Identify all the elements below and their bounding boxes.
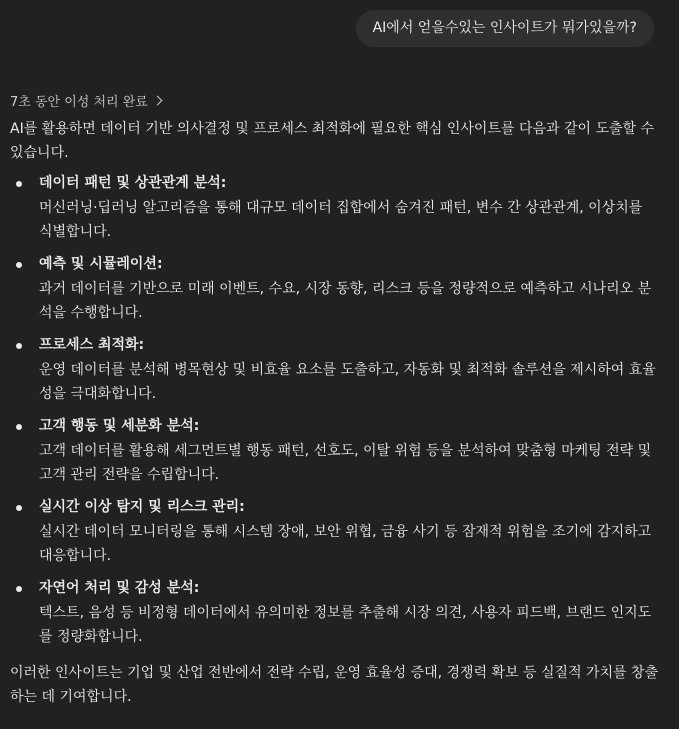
list-item: [10, 414, 660, 487]
list-item-title: 자연어 처리 및 감성 분석:: [39, 580, 200, 596]
bullet-icon: [16, 586, 22, 592]
list-item-title: 데이터 패턴 및 상관관계 분석:: [39, 175, 227, 191]
bullet-icon: [16, 343, 22, 349]
reasoning-label: 7초 동안 이성 처리 완료: [10, 95, 148, 110]
list-item: [10, 576, 660, 649]
chevron-right-icon: [152, 96, 162, 106]
list-item: [10, 252, 660, 325]
bullet-icon: [16, 505, 22, 511]
assistant-response: [10, 117, 660, 709]
list-item-title: 실시간 이상 탐지 및 리스크 관리:: [39, 499, 245, 515]
list-item-description: 머신러닝·딥러닝 알고리즘을 통해 대규모 데이터 집합에서 숨겨진 패턴, 변수 간 상관관계, 이상치를 식별합니다.: [39, 200, 643, 240]
list-item-title: 예측 및 시뮬레이션:: [39, 256, 163, 272]
response-closing: 이러한 인사이트는 기업 및 산업 전반에서 전략 수립, 운영 효율성 증대, 경쟁력 확보 등 실질적 가치를 창출하는 데 기여합니다.: [10, 665, 659, 705]
list-item-title: 프로세스 최적화:: [39, 337, 145, 353]
list-item-description: 텍스트, 음성 등 비정형 데이터에서 유의미한 정보를 추출해 시장 의견, 사용자 피드백, 브랜드 인지도를 정량화합니다.: [39, 605, 652, 645]
list-item-title: 고객 행동 및 세분화 분석:: [39, 418, 200, 434]
list-item: [10, 333, 660, 406]
bullet-icon: [16, 262, 22, 268]
list-item-description: 과거 데이터를 기반으로 미래 이벤트, 수요, 시장 동향, 리스크 등을 정량적으로 예측하고 시나리오 분석을 수행합니다.: [39, 281, 652, 321]
insight-list: [10, 171, 660, 649]
list-item: [10, 171, 660, 244]
bullet-icon: [16, 424, 22, 430]
bullet-icon: [16, 181, 22, 187]
list-item: [10, 495, 660, 568]
list-item-description: 고객 데이터를 활용해 세그먼트별 행동 패턴, 선호도, 이탈 위험 등을 분석하여 맞춤형 마케팅 전략 및 고객 관리 전략을 수립합니다.: [39, 443, 652, 483]
list-item-description: 실시간 데이터 모니터링을 통해 시스템 장애, 보안 위협, 금융 사기 등 잠재적 위험을 조기에 감지하고 대응합니다.: [39, 524, 652, 564]
list-item-description: 운영 데이터를 분석해 병목현상 및 비효율 요소를 도출하고, 자동화 및 최적화 솔루션을 제시하여 효율성을 극대화합니다.: [39, 362, 656, 402]
user-message-bubble: AI에서 얻을수있는 인사이트가 뭐가있을까?: [356, 10, 654, 47]
response-intro: AI를 활용하면 데이터 기반 의사결정 및 프로세스 최적화에 필요한 핵심 인사이트를 다음과 같이 도출할 수 있습니다.: [10, 121, 655, 161]
reasoning-toggle[interactable]: [10, 91, 161, 110]
